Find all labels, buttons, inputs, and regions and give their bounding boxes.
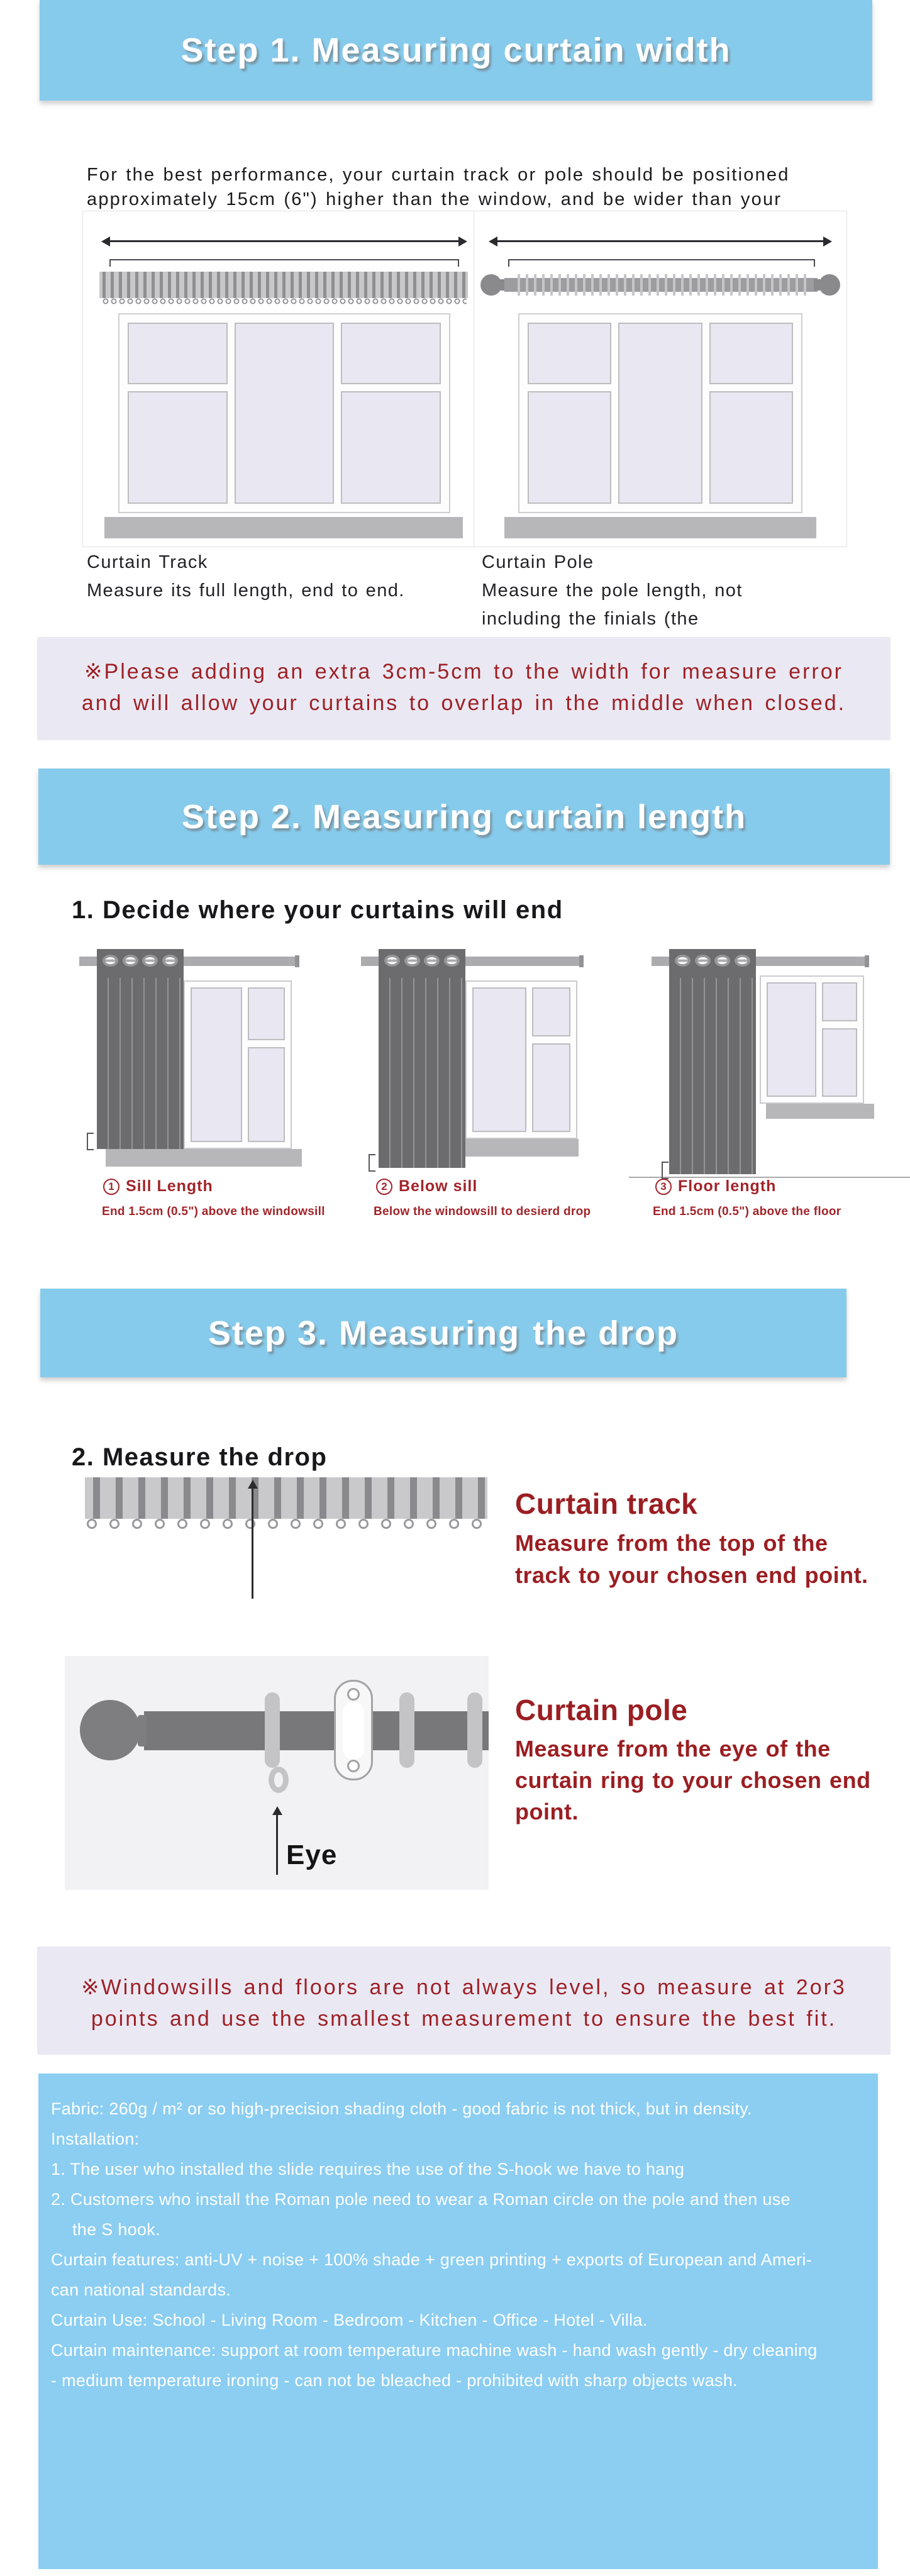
window-pane [709, 323, 793, 384]
window-pane [532, 1043, 570, 1132]
window-column [472, 987, 526, 1132]
curtain-ring-graphic [399, 1692, 414, 1768]
option-caption-sill-length [103, 1177, 213, 1196]
step2-title: Step 2. Measuring curtain length [181, 797, 747, 836]
grommet-icon [404, 955, 420, 967]
grommet-icon [142, 955, 158, 967]
measure-endpoint-mark [662, 1162, 669, 1179]
window-pane [341, 323, 441, 384]
window-column [528, 323, 611, 504]
window-graphic [518, 313, 802, 513]
track-caption-title: Curtain Track [87, 552, 208, 572]
step3-title-sub: the drop [533, 1314, 679, 1352]
window-pane [235, 323, 335, 504]
bracket-slot-graphic [343, 1702, 364, 1760]
grommet-icon [695, 955, 711, 967]
option-label: Sill Length [126, 1177, 213, 1195]
curtain-track-graphic [85, 1477, 487, 1519]
grommet-band [670, 955, 755, 967]
window-graphic [760, 975, 864, 1104]
detail-line: Curtain Use: School - Living Room - Bedroom - Kitchen - Office - Hotel - Villa. [51, 2311, 648, 2329]
window-pane [248, 1047, 285, 1142]
curtain-panel-graphic [669, 949, 756, 1174]
window-pane [191, 987, 242, 1142]
step3-note-line1: ※Windowsills and floors are not always level, so measure at 2or3 [81, 1975, 846, 1999]
window-column [191, 987, 242, 1142]
window-pane [472, 987, 526, 1132]
window-graphic [465, 980, 577, 1139]
window-column [618, 323, 702, 504]
grommet-band [98, 955, 182, 967]
option-desc: Below the windowsill to desierd drop [374, 1205, 591, 1218]
pole-rings-graphic [512, 274, 810, 296]
detail-line: Installation: [51, 2129, 140, 2148]
width-arrow-icon [109, 240, 459, 242]
detail-line: Fabric: 260g / m² or so high-precision shading cloth - good fabric is not thick, but in density. [51, 2099, 752, 2118]
curtain-pole-desc [515, 1733, 871, 1828]
step1-intro [87, 163, 790, 212]
window-pane [532, 987, 570, 1036]
option-number-badge: 2 [376, 1179, 392, 1195]
option-label: Below sill [399, 1177, 478, 1195]
step3-note-line2: points and use the smallest measurement to ensure the best fit. [91, 2007, 837, 2031]
window-column [822, 982, 857, 1097]
step1-note-line1: ※Please adding an extra 3cm-5cm to the width for measure error [84, 660, 843, 684]
curtain-track-desc [515, 1527, 868, 1591]
measure-extent-line [508, 259, 815, 267]
pole-finial-icon [819, 274, 840, 296]
pole-caption-line: Measure the pole length, not [482, 580, 743, 601]
detail-line: 2. Customers who install the Roman pole need to wear a Roman circle on the pole and then use [51, 2190, 791, 2209]
step1-banner [40, 0, 872, 101]
curtain-pole-desc-line: curtain ring to your chosen end [515, 1767, 871, 1793]
step3-banner [40, 1289, 846, 1377]
detail-line: Curtain maintenance: support at room temperature machine wash - hand wash gently - dry cleaning [51, 2341, 818, 2360]
step2-subtitle: 1. Decide where your curtains will end [72, 896, 563, 924]
option-number-badge: 1 [103, 1179, 119, 1195]
step1-intro-line1: For the best performance, your curtain track or pole should be positioned [87, 165, 790, 185]
option-caption-floor-length [655, 1177, 776, 1196]
detail-line: 1. The user who installed the slide requires the use of the S-hook we have to hang [51, 2160, 685, 2179]
eye-label: Eye [286, 1840, 338, 1870]
measure-endpoint-mark [87, 1133, 94, 1150]
screw-hole-icon [347, 1760, 360, 1772]
curtain-ring-graphic [467, 1692, 482, 1768]
window-pane [248, 987, 285, 1040]
track-diagram [85, 1477, 487, 1535]
window-pane [128, 391, 228, 504]
curtain-pole-desc-line: point. [515, 1799, 579, 1824]
pole-diagram [65, 1656, 489, 1890]
detail-line: can national standards. [51, 2280, 231, 2299]
window-graphic [184, 980, 292, 1149]
curtain-pole-figure [474, 211, 847, 547]
step1-title: Step 1. Measuring curtain width [180, 31, 731, 69]
grommet-icon [735, 955, 750, 967]
pole-bar-graphic [144, 1711, 489, 1750]
detail-line: Curtain features: anti-UV + noise + 100% shade + green printing + exports of European and Ameri- [51, 2250, 813, 2269]
curtain-ring-graphic [265, 1692, 280, 1768]
step3-subtitle: 2. Measure the drop [72, 1443, 328, 1472]
detail-line: the S hook. [72, 2220, 160, 2239]
width-arrow-icon [497, 240, 824, 242]
step1-intro-line2: approximately 15cm (6") higher than the window, and be wider than your [87, 189, 782, 209]
curtain-track-graphic [99, 272, 468, 298]
measure-extent-line [109, 259, 459, 267]
curtain-track-desc-line: track to your chosen end point. [515, 1562, 868, 1588]
up-arrow-icon [252, 1488, 253, 1599]
pole-caption-title: Curtain Pole [482, 552, 594, 572]
window-pane [822, 982, 857, 1021]
pole-finial-collar [138, 1715, 147, 1746]
curtain-track-figure [82, 211, 486, 547]
detail-line: - medium temperature ironing - can not be bleached - prohibited with sharp objects wash. [51, 2371, 738, 2390]
window-sill-graphic [766, 1104, 874, 1119]
up-arrow-icon [276, 1814, 278, 1875]
window-sill-graphic [106, 1149, 302, 1167]
window-column [709, 323, 793, 504]
option-label: Floor length [678, 1177, 777, 1195]
step1-track-caption [87, 548, 405, 605]
curtain-pole-heading: Curtain pole [515, 1694, 688, 1726]
grommet-icon [714, 955, 730, 967]
track-hooks-graphic [86, 1519, 486, 1534]
window-pane [128, 323, 228, 384]
screw-hole-icon [347, 1688, 360, 1701]
window-pane [618, 323, 702, 504]
window-pane [709, 391, 793, 504]
wall-bracket-graphic [334, 1680, 373, 1780]
curtain-pole-desc-line: Measure from the eye of the [515, 1736, 831, 1762]
curtain-track-desc-line: Measure from the top of the [515, 1530, 828, 1556]
window-graphic [118, 313, 450, 513]
curtain-track-heading: Curtain track [515, 1487, 698, 1520]
window-column [341, 323, 441, 504]
window-column [128, 323, 228, 504]
window-pane [341, 391, 441, 504]
window-sill-graphic [504, 517, 816, 538]
curtain-option-figure-sill-length [68, 947, 319, 1185]
window-pane [528, 391, 611, 504]
option-desc: End 1.5cm (0.5") above the windowsill [102, 1205, 325, 1218]
step2-banner [38, 769, 890, 865]
curtain-panel-graphic [97, 949, 184, 1149]
ring-eye-icon [269, 1767, 289, 1793]
step1-note-line2: and will allow your curtains to overlap in the middle when closed. [81, 691, 846, 715]
curtain-panel-graphic [379, 949, 465, 1168]
pole-finial-icon [80, 1700, 140, 1760]
step1-note [37, 637, 891, 740]
grommet-icon [384, 955, 400, 967]
window-column [248, 987, 285, 1142]
step3-note [37, 1946, 891, 2055]
track-caption-line: Measure its full length, end to end. [87, 580, 405, 601]
pole-caption-line: including the finials (the [482, 609, 699, 629]
product-details-section [38, 2074, 878, 2569]
window-pane [822, 1028, 857, 1097]
option-desc: End 1.5cm (0.5") above the floor [653, 1205, 841, 1218]
window-column [235, 323, 335, 504]
window-sill-graphic [104, 517, 463, 538]
grommet-band [380, 955, 464, 967]
track-hooks-graphic [102, 298, 467, 306]
option-number-badge: 3 [655, 1179, 672, 1195]
step3-title: Step 3. Measuring [208, 1314, 521, 1352]
grommet-icon [424, 955, 440, 967]
window-pane [767, 982, 816, 1097]
window-pane [528, 323, 611, 384]
step1-pole-caption [482, 548, 743, 633]
grommet-icon [162, 955, 178, 967]
window-column [532, 987, 570, 1132]
grommet-icon [675, 955, 691, 967]
curtain-option-figure-below-sill [350, 947, 609, 1185]
grommet-icon [123, 955, 138, 967]
curtain-option-figure-floor-length [640, 947, 906, 1185]
grommet-icon [103, 955, 118, 967]
option-caption-below-sill [376, 1177, 477, 1196]
window-column [767, 982, 816, 1097]
measure-endpoint-mark [369, 1154, 375, 1172]
grommet-icon [444, 955, 460, 967]
pole-finial-icon [480, 274, 502, 296]
